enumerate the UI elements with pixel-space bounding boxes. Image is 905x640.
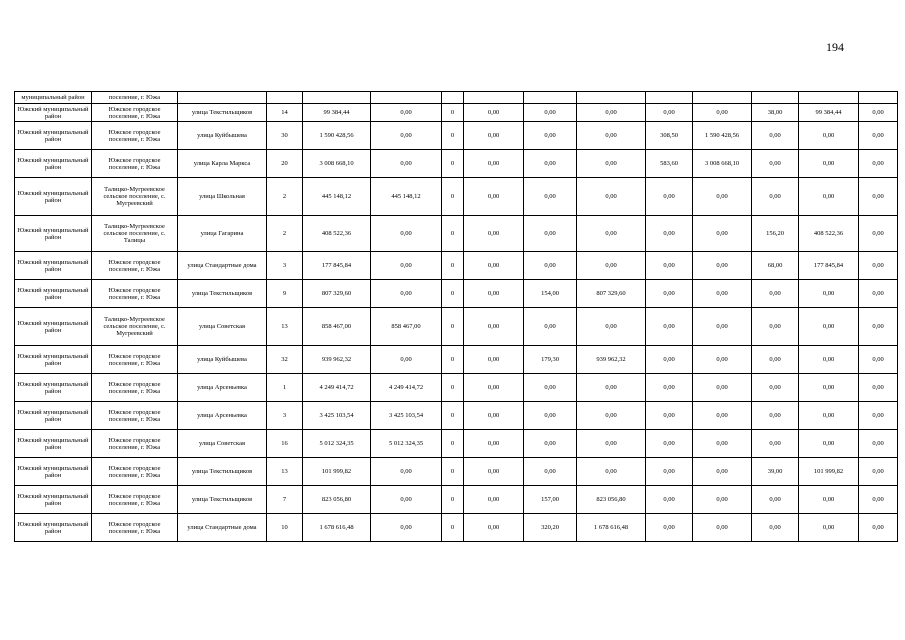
cell-c3: 0,00	[464, 216, 524, 252]
table-row	[15, 430, 898, 458]
cell-c5: 0,00	[577, 216, 646, 252]
cell-total: 3 425 103,54	[303, 402, 371, 430]
data-table	[14, 91, 898, 542]
cell-num: 1	[267, 374, 303, 402]
cell-c1: 0,00	[371, 252, 442, 280]
table-row	[15, 374, 898, 402]
cell-c3: 0,00	[464, 104, 524, 122]
cell-district: Южский муниципальный район	[15, 122, 92, 150]
cell-c10: 0,00	[859, 252, 898, 280]
cell-settlement: Южское городское поселение, г. Южа	[92, 486, 178, 514]
cell-c10: 0,00	[859, 402, 898, 430]
cell-c1: 0,00	[371, 346, 442, 374]
cell-street: улица Текстильщиков	[178, 486, 267, 514]
cell-total: 807 329,60	[303, 280, 371, 308]
cell-c4: 0,00	[524, 150, 577, 178]
cell-settlement: Талицко-Мугреевское сельское поселение, с. Мугреевский	[92, 308, 178, 346]
cell-settlement: Южское городское поселение, г. Южа	[92, 122, 178, 150]
cell-street: улица Стандартные дома	[178, 252, 267, 280]
table-row	[15, 104, 898, 122]
cell-street: улица Арсеньевка	[178, 374, 267, 402]
cell-c6: 0,00	[646, 514, 693, 542]
cell-district: Южский муниципальный район	[15, 252, 92, 280]
cell-settlement: Талицко-Мугреевское сельское поселение, с. Талицы	[92, 216, 178, 252]
cell-c5: 0,00	[577, 402, 646, 430]
cell-total: 177 845,84	[303, 252, 371, 280]
cell-c10: 0,00	[859, 514, 898, 542]
cell-c5: 0,00	[577, 374, 646, 402]
cell-c5: 0,00	[577, 458, 646, 486]
cell-street: улица Советская	[178, 308, 267, 346]
cell-c10: 0,00	[859, 430, 898, 458]
cell-num: 2	[267, 216, 303, 252]
cell-c6: 583,60	[646, 150, 693, 178]
cell-c2: 0	[442, 216, 464, 252]
cell-empty	[577, 92, 646, 104]
cell-empty	[303, 92, 371, 104]
cell-c5: 0,00	[577, 122, 646, 150]
cell-c8: 0,00	[752, 308, 799, 346]
cell-c5: 1 678 616,48	[577, 514, 646, 542]
cell-empty	[442, 92, 464, 104]
cell-c3: 0,00	[464, 252, 524, 280]
cell-total: 4 249 414,72	[303, 374, 371, 402]
cell-c1: 0,00	[371, 216, 442, 252]
cell-c7: 0,00	[693, 216, 752, 252]
cell-num: 3	[267, 252, 303, 280]
cell-empty	[267, 92, 303, 104]
cell-c8: 0,00	[752, 346, 799, 374]
cell-total: 408 522,36	[303, 216, 371, 252]
cell-empty	[646, 92, 693, 104]
cell-c2: 0	[442, 486, 464, 514]
cell-total: 99 384,44	[303, 104, 371, 122]
cell-c1: 0,00	[371, 104, 442, 122]
table-row	[15, 402, 898, 430]
cell-num: 20	[267, 150, 303, 178]
cell-c2: 0	[442, 374, 464, 402]
table-row	[15, 486, 898, 514]
cell-c2: 0	[442, 346, 464, 374]
cell-c2: 0	[442, 514, 464, 542]
cell-street: улица Гагарина	[178, 216, 267, 252]
cell-c4: 0,00	[524, 104, 577, 122]
cell-settlement: поселение, г. Южа	[92, 92, 178, 104]
cell-c8: 0,00	[752, 430, 799, 458]
cell-c6: 0,00	[646, 458, 693, 486]
cell-street: улица Текстильщиков	[178, 280, 267, 308]
table-row	[15, 280, 898, 308]
cell-street: улица Советская	[178, 430, 267, 458]
cell-c5: 0,00	[577, 178, 646, 216]
cell-c3: 0,00	[464, 346, 524, 374]
table-row	[15, 252, 898, 280]
cell-empty	[693, 92, 752, 104]
cell-c1: 0,00	[371, 150, 442, 178]
cell-c3: 0,00	[464, 374, 524, 402]
cell-num: 9	[267, 280, 303, 308]
cell-c9: 0,00	[799, 346, 859, 374]
cell-c10: 0,00	[859, 486, 898, 514]
cell-c9: 0,00	[799, 122, 859, 150]
cell-district: Южский муниципальный район	[15, 178, 92, 216]
table-row	[15, 514, 898, 542]
cell-c4: 0,00	[524, 402, 577, 430]
table-row	[15, 178, 898, 216]
cell-empty	[464, 92, 524, 104]
cell-c5: 0,00	[577, 104, 646, 122]
cell-c3: 0,00	[464, 122, 524, 150]
cell-c1: 445 148,12	[371, 178, 442, 216]
table-row-partial	[15, 92, 898, 104]
cell-c8: 38,00	[752, 104, 799, 122]
cell-c3: 0,00	[464, 458, 524, 486]
cell-c9: 99 384,44	[799, 104, 859, 122]
cell-c8: 0,00	[752, 514, 799, 542]
cell-c2: 0	[442, 178, 464, 216]
cell-total: 823 056,80	[303, 486, 371, 514]
cell-c6: 0,00	[646, 216, 693, 252]
cell-settlement: Южское городское поселение, г. Южа	[92, 402, 178, 430]
cell-empty	[524, 92, 577, 104]
cell-street: улица Куйбышева	[178, 122, 267, 150]
cell-district: Южский муниципальный район	[15, 374, 92, 402]
cell-c8: 0,00	[752, 374, 799, 402]
cell-total: 445 148,12	[303, 178, 371, 216]
cell-c6: 0,00	[646, 178, 693, 216]
cell-c7: 0,00	[693, 308, 752, 346]
cell-street: улица Текстильщиков	[178, 458, 267, 486]
cell-c6: 0,00	[646, 486, 693, 514]
cell-c8: 0,00	[752, 122, 799, 150]
cell-empty	[859, 92, 898, 104]
cell-c6: 0,00	[646, 346, 693, 374]
cell-c10: 0,00	[859, 122, 898, 150]
cell-district: Южский муниципальный район	[15, 150, 92, 178]
cell-c2: 0	[442, 402, 464, 430]
cell-settlement: Южское городское поселение, г. Южа	[92, 346, 178, 374]
cell-c6: 0,00	[646, 104, 693, 122]
cell-street: улица Куйбышева	[178, 346, 267, 374]
cell-c4: 154,00	[524, 280, 577, 308]
cell-total: 1 678 616,48	[303, 514, 371, 542]
cell-c9: 0,00	[799, 308, 859, 346]
cell-district: Южский муниципальный район	[15, 486, 92, 514]
cell-num: 13	[267, 458, 303, 486]
cell-c8: 0,00	[752, 486, 799, 514]
cell-c9: 0,00	[799, 280, 859, 308]
cell-settlement: Южское городское поселение, г. Южа	[92, 514, 178, 542]
cell-c7: 0,00	[693, 402, 752, 430]
cell-c4: 0,00	[524, 216, 577, 252]
cell-c9: 408 522,36	[799, 216, 859, 252]
cell-c1: 0,00	[371, 458, 442, 486]
cell-c2: 0	[442, 150, 464, 178]
cell-c4: 179,30	[524, 346, 577, 374]
cell-c9: 0,00	[799, 486, 859, 514]
cell-empty	[752, 92, 799, 104]
cell-c10: 0,00	[859, 346, 898, 374]
cell-settlement: Южское городское поселение, г. Южа	[92, 104, 178, 122]
cell-c9: 0,00	[799, 430, 859, 458]
cell-c8: 0,00	[752, 280, 799, 308]
cell-district: Южский муниципальный район	[15, 402, 92, 430]
cell-c10: 0,00	[859, 150, 898, 178]
cell-num: 16	[267, 430, 303, 458]
cell-c7: 0,00	[693, 514, 752, 542]
cell-c4: 320,20	[524, 514, 577, 542]
cell-c1: 5 012 324,35	[371, 430, 442, 458]
table-row	[15, 346, 898, 374]
table-body	[15, 92, 898, 542]
cell-c8: 39,00	[752, 458, 799, 486]
cell-total: 1 590 428,56	[303, 122, 371, 150]
cell-street: улица Текстильщиков	[178, 104, 267, 122]
cell-empty	[799, 92, 859, 104]
cell-c5: 807 329,60	[577, 280, 646, 308]
cell-c8: 0,00	[752, 402, 799, 430]
cell-c10: 0,00	[859, 308, 898, 346]
cell-district: Южский муниципальный район	[15, 280, 92, 308]
table-row	[15, 458, 898, 486]
cell-district: Южский муниципальный район	[15, 458, 92, 486]
cell-c7: 1 590 428,56	[693, 122, 752, 150]
cell-c2: 0	[442, 122, 464, 150]
cell-empty	[178, 92, 267, 104]
cell-c1: 858 467,00	[371, 308, 442, 346]
cell-c7: 0,00	[693, 374, 752, 402]
table-row	[15, 122, 898, 150]
cell-num: 13	[267, 308, 303, 346]
cell-district: Южский муниципальный район	[15, 308, 92, 346]
cell-c4: 0,00	[524, 308, 577, 346]
cell-settlement: Южское городское поселение, г. Южа	[92, 280, 178, 308]
cell-num: 10	[267, 514, 303, 542]
cell-c4: 157,00	[524, 486, 577, 514]
cell-c6: 308,50	[646, 122, 693, 150]
cell-c2: 0	[442, 252, 464, 280]
cell-c9: 177 845,84	[799, 252, 859, 280]
cell-c10: 0,00	[859, 216, 898, 252]
cell-c9: 0,00	[799, 514, 859, 542]
cell-c1: 0,00	[371, 122, 442, 150]
cell-c4: 0,00	[524, 458, 577, 486]
cell-c6: 0,00	[646, 252, 693, 280]
cell-c7: 0,00	[693, 346, 752, 374]
cell-c1: 0,00	[371, 514, 442, 542]
cell-settlement: Южское городское поселение, г. Южа	[92, 374, 178, 402]
cell-c5: 0,00	[577, 150, 646, 178]
cell-total: 101 999,82	[303, 458, 371, 486]
cell-c2: 0	[442, 104, 464, 122]
cell-c1: 3 425 103,54	[371, 402, 442, 430]
cell-c3: 0,00	[464, 280, 524, 308]
cell-settlement: Южское городское поселение, г. Южа	[92, 430, 178, 458]
table-row	[15, 216, 898, 252]
cell-c9: 0,00	[799, 178, 859, 216]
cell-settlement: Южское городское поселение, г. Южа	[92, 150, 178, 178]
cell-c7: 0,00	[693, 178, 752, 216]
cell-c9: 0,00	[799, 374, 859, 402]
cell-c2: 0	[442, 458, 464, 486]
cell-c3: 0,00	[464, 514, 524, 542]
cell-c10: 0,00	[859, 178, 898, 216]
cell-c3: 0,00	[464, 150, 524, 178]
cell-c6: 0,00	[646, 308, 693, 346]
cell-num: 30	[267, 122, 303, 150]
cell-c5: 0,00	[577, 430, 646, 458]
table-row	[15, 308, 898, 346]
cell-c1: 0,00	[371, 486, 442, 514]
cell-district: Южский муниципальный район	[15, 514, 92, 542]
cell-c10: 0,00	[859, 104, 898, 122]
cell-c4: 0,00	[524, 430, 577, 458]
cell-settlement: Талицко-Мугреевское сельское поселение, с. Мугреевский	[92, 178, 178, 216]
cell-c7: 0,00	[693, 280, 752, 308]
cell-street: улица Карла Маркса	[178, 150, 267, 178]
cell-c9: 101 999,82	[799, 458, 859, 486]
cell-c2: 0	[442, 280, 464, 308]
cell-empty	[371, 92, 442, 104]
cell-c9: 0,00	[799, 402, 859, 430]
cell-street: улица Стандартные дома	[178, 514, 267, 542]
cell-district: Южский муниципальный район	[15, 346, 92, 374]
cell-c5: 939 962,32	[577, 346, 646, 374]
cell-c2: 0	[442, 430, 464, 458]
cell-num: 14	[267, 104, 303, 122]
cell-settlement: Южское городское поселение, г. Южа	[92, 458, 178, 486]
page-number: 194	[826, 40, 844, 54]
cell-c8: 0,00	[752, 178, 799, 216]
cell-c6: 0,00	[646, 430, 693, 458]
cell-c3: 0,00	[464, 402, 524, 430]
cell-street: улица Арсеньевка	[178, 402, 267, 430]
cell-c7: 3 008 668,10	[693, 150, 752, 178]
cell-c1: 4 249 414,72	[371, 374, 442, 402]
cell-total: 3 008 668,10	[303, 150, 371, 178]
cell-c3: 0,00	[464, 430, 524, 458]
cell-c5: 0,00	[577, 252, 646, 280]
cell-c4: 0,00	[524, 122, 577, 150]
cell-c9: 0,00	[799, 150, 859, 178]
cell-c7: 0,00	[693, 458, 752, 486]
cell-c10: 0,00	[859, 280, 898, 308]
cell-c7: 0,00	[693, 252, 752, 280]
cell-c4: 0,00	[524, 374, 577, 402]
cell-c2: 0	[442, 308, 464, 346]
cell-c8: 156,20	[752, 216, 799, 252]
cell-c7: 0,00	[693, 104, 752, 122]
cell-district: Южский муниципальный район	[15, 430, 92, 458]
cell-district: муниципальный район	[15, 92, 92, 104]
cell-num: 32	[267, 346, 303, 374]
cell-c5: 823 056,80	[577, 486, 646, 514]
cell-c4: 0,00	[524, 252, 577, 280]
cell-c3: 0,00	[464, 308, 524, 346]
cell-c6: 0,00	[646, 280, 693, 308]
cell-c7: 0,00	[693, 486, 752, 514]
cell-total: 939 962,32	[303, 346, 371, 374]
cell-c6: 0,00	[646, 402, 693, 430]
cell-c10: 0,00	[859, 458, 898, 486]
cell-num: 2	[267, 178, 303, 216]
table-row	[15, 150, 898, 178]
cell-settlement: Южское городское поселение, г. Южа	[92, 252, 178, 280]
cell-district: Южский муниципальный район	[15, 216, 92, 252]
cell-c5: 0,00	[577, 308, 646, 346]
cell-c3: 0,00	[464, 486, 524, 514]
cell-c8: 68,00	[752, 252, 799, 280]
cell-c7: 0,00	[693, 430, 752, 458]
cell-c1: 0,00	[371, 280, 442, 308]
cell-num: 3	[267, 402, 303, 430]
cell-num: 7	[267, 486, 303, 514]
cell-c10: 0,00	[859, 374, 898, 402]
cell-total: 858 467,00	[303, 308, 371, 346]
cell-c3: 0,00	[464, 178, 524, 216]
cell-street: улица Школьная	[178, 178, 267, 216]
cell-c8: 0,00	[752, 150, 799, 178]
cell-total: 5 012 324,35	[303, 430, 371, 458]
cell-district: Южский муниципальный район	[15, 104, 92, 122]
cell-c4: 0,00	[524, 178, 577, 216]
cell-c6: 0,00	[646, 374, 693, 402]
